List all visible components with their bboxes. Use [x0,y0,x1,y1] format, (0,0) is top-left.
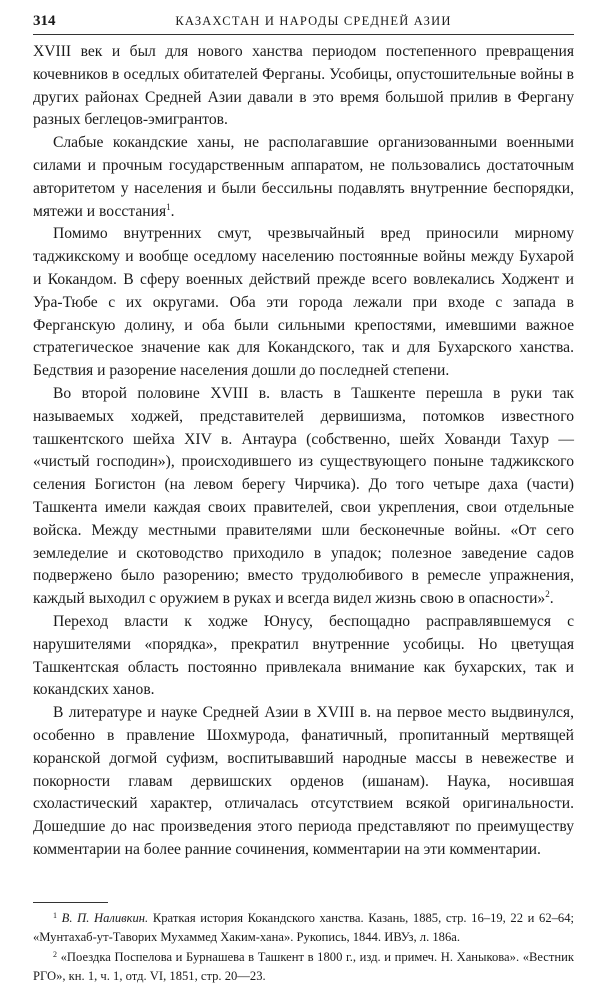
footnote [33,948,574,987]
paragraph-text: XVIII век и был для нового ханства периодом постепенного превращения кочевников в оседлых обитателей Ферганы. Усобицы, опустошительные войны в других районах Средней Азии давали в это время большой прилив в Фергану разных беглецов-эмигрантов. [33,43,574,129]
paragraph-text: Переход власти к ходже Юнусу, беспощадно расправлявшемуся с нарушителями «порядка», прекратил внутренние усобицы. Но цветущая Ташкентская область постоянно привлекала внимание как бухарских, так и кокандских ханов. [33,612,574,699]
footnote-mark: 2 [53,949,57,959]
footnote-text: Краткая история Кокандского ханства. Казань, 1885, стр. 16–19, 22 и 62–64; «Мунтахаб-ут-Таворих Мухаммед Хаким-хана». Рукопись, 1844. ИВУз, л. 186а. [33,910,575,945]
paragraph [33,132,574,223]
footnote-divider [33,902,108,903]
paragraph-end: . [549,590,554,608]
footnote-ref: 1 [166,201,171,212]
paragraph [33,223,574,383]
paragraph-text: Слабые кокандские ханы, не располагавшие организованными военными силами и прочным государственным аппаратом, не пользовались достаточным авторитетом у населения и были бессильны подавлять внутренние беспорядки, мятежи и восстания [33,134,574,220]
paragraph [33,383,574,611]
paragraph-end: . [170,202,175,220]
running-head: КАЗАХСТАН И НАРОДЫ СРЕДНЕЙ АЗИИ [175,14,452,28]
footnote-ref: 2 [545,589,550,600]
footnote-author: В. П. Наливкин. [61,910,149,925]
footnotes [33,909,574,987]
page-header [33,12,574,35]
paragraph [33,41,574,132]
footnote-mark: 1 [53,910,57,920]
book-page [33,12,574,987]
paragraph-text: Помимо внутренних смут, чрезвычайный вред приносили мирному таджикскому и вообще оседлому населению постоянные войны между Бухарой и Кокандом. В сферу военных действий прежде всего вовлекались Ходжент и Ура-Тюбе с их округами. Оба эти города лежали при входе с запада в Ферганскую долину, и оба были сильными крепостями, имевшими важное стратегическое значение как для Кокандского, так и для Бухарского ханства. Бедствия и разорение населения дошли до последней степени. [33,225,574,380]
paragraph-text: В литературе и науке Средней Азии в XVIII в. на первое место выдвинулся, особенно в правление Шохмурода, фанатичный, пропитанный мертвящей коранской догмой суфизм, воспитывавший народные массы в невежестве и покорности главам дервишских орденов (ишанам). Наука, носившая схоластический характер, отличалась отсутствием всякой оригинальности. Дошедшие до нас произведения этого периода представляют по преимуществу комментарии на более ранние сочинения, комментарии на эти комментарии. [33,704,574,858]
body-text [33,41,574,862]
page-number: 314 [33,13,56,29]
footnote-text: «Поездка Поспелова и Бурнашева в Ташкент в 1800 г., изд. и примеч. Н. Ханыкова». «Вестник РГО», кн. 1, ч. 1, отд. VI, 1851, стр. 20—23. [33,949,575,984]
paragraph [33,702,574,862]
paragraph [33,611,574,702]
footnote [33,909,574,948]
paragraph-text: Во второй половине XVIII в. власть в Ташкенте перешла в руки так называемых ходжей, представителей дервишизма, потомков известного ташкентского шейха XIV в. Антаура (собственно, шейх Хованди Тахур — «чистый господин»), происходившего из существующего поныне таджикского селения Богистон (на левом берегу Чирчика). До того четыре даха (части) Ташкента имели каждая своих правителей, свои укрепления, свои отдельные войска. Между местными правителями шли бесконечные войны. «От сего земледелие и скотоводство приходило в упадок; полезное заведение садов подвержено было разорению; вместо трудолюбивого в ремесле упражнения, каждый выходил с оружием в руках и всегда видел жизнь свою в опасности» [33,384,574,608]
